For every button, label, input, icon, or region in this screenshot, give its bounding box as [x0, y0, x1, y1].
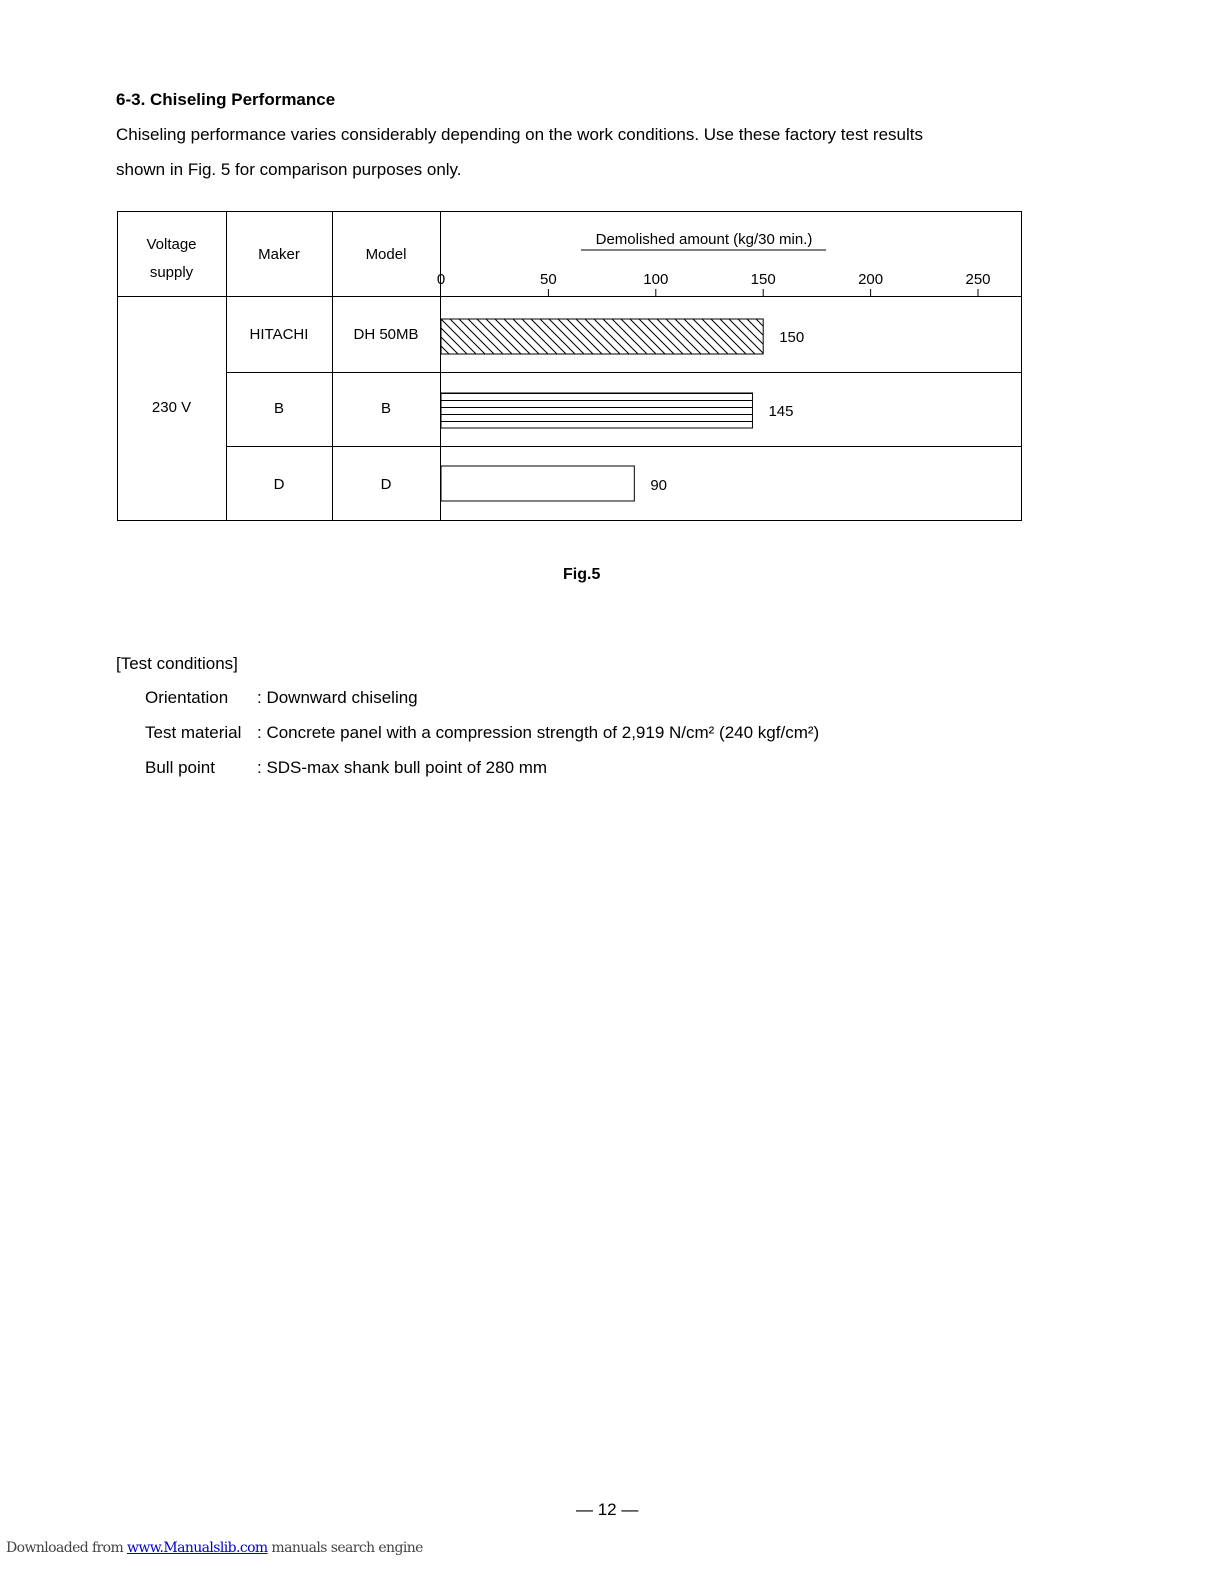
header-voltage-line1: Voltage [146, 236, 197, 253]
page-number: — 12 — [576, 1500, 639, 1519]
footer-suffix: manuals search engine [267, 1540, 423, 1556]
x-tick-label: 150 [750, 271, 776, 288]
header-voltage-line2: supply [149, 264, 194, 281]
voltage-value: 230 V [151, 399, 192, 416]
footer-prefix: Downloaded from [6, 1540, 127, 1556]
x-tick-label: 100 [643, 271, 669, 288]
figure-label: Fig.5 [563, 566, 601, 583]
condition-label: Bull point [145, 758, 215, 777]
condition-label: Orientation [145, 688, 229, 707]
header-maker: Maker [258, 246, 300, 263]
condition-value: : SDS-max shank bull point of 280 mm [257, 758, 548, 777]
demolished-amount-chart [117, 211, 1022, 521]
condition-label: Test material [145, 723, 242, 742]
x-tick-label: 0 [436, 271, 446, 288]
section-title: 6-3. Chiseling Performance [116, 90, 336, 109]
x-tick-label: 50 [540, 271, 557, 288]
performance-table [117, 211, 1022, 521]
row-maker: HITACHI [249, 326, 309, 343]
row-model: B [380, 400, 391, 417]
manualslib-link[interactable]: www.Manualslib.com [127, 1540, 268, 1556]
condition-value: : Concrete panel with a compression strength of 2,919 N/cm² (240 kgf/cm²) [257, 723, 820, 742]
row-model: DH 50MB [353, 326, 419, 343]
bar-value-label: 150 [779, 329, 805, 346]
header-model: Model [365, 246, 407, 263]
bar [441, 393, 752, 428]
bar [441, 319, 763, 354]
test-conditions-heading: [Test conditions] [116, 654, 238, 673]
download-footer [6, 1540, 423, 1556]
bar-value-label: 145 [768, 403, 794, 420]
condition-value: : Downward chiseling [257, 688, 418, 707]
row-model: D [380, 476, 392, 493]
bar [441, 466, 634, 501]
x-tick-label: 200 [858, 271, 884, 288]
row-maker: B [273, 400, 284, 417]
intro-text-line-1: Chiseling performance varies considerably depending on the work conditions. Use these factory test results [116, 125, 923, 144]
chart-title: Demolished amount (kg/30 min.) [595, 231, 813, 248]
x-tick-label: 250 [965, 271, 991, 288]
row-maker: D [273, 476, 285, 493]
bar-value-label: 90 [650, 477, 668, 494]
intro-text-line-2: shown in Fig. 5 for comparison purposes only. [116, 160, 462, 179]
